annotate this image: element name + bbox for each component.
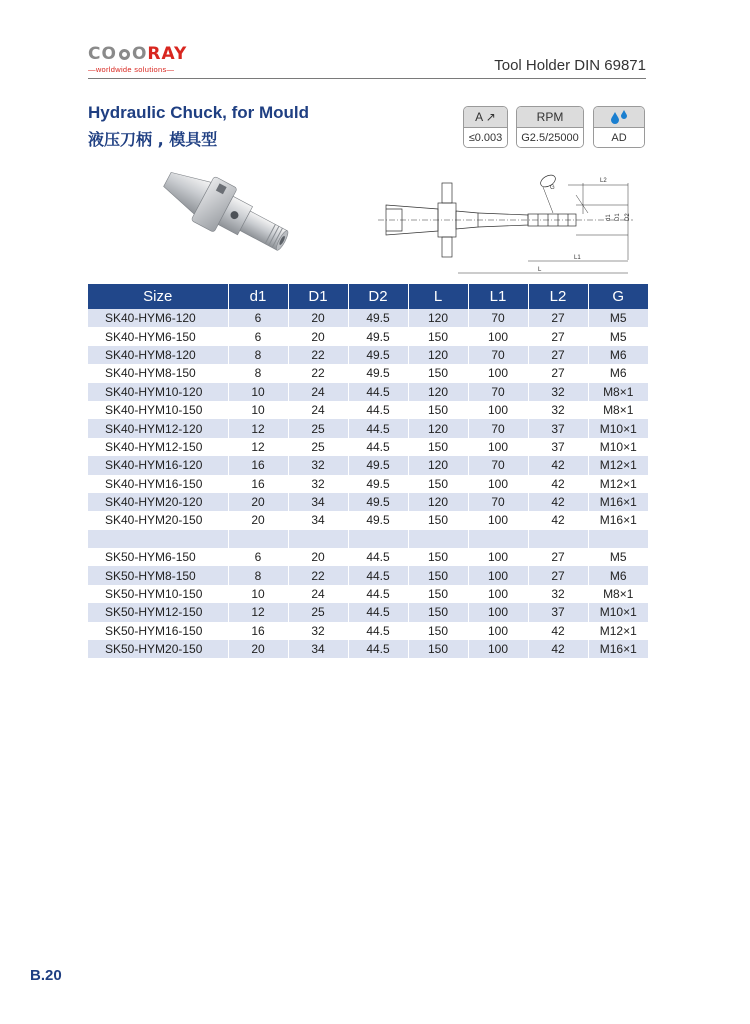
table-cell: 100 (468, 548, 528, 566)
table-cell: 6 (228, 327, 288, 345)
col-header-L: L (408, 284, 468, 309)
table-cell: 10 (228, 585, 288, 603)
table-cell: 120 (408, 383, 468, 401)
table-cell: 44.5 (348, 438, 408, 456)
table-cell: M6 (588, 566, 648, 584)
table-cell: SK40-HYM12-150 (105, 439, 203, 454)
table-cell: 120 (408, 346, 468, 364)
spec-rpm-value: G2.5/25000 (517, 127, 583, 147)
table-row (88, 327, 648, 345)
table-row (88, 475, 648, 493)
table-cell: SK40-HYM20-150 (105, 513, 203, 528)
spec-runout-label: A ↗ (464, 107, 507, 127)
table-cell: 32 (528, 585, 588, 603)
table-cell: 150 (408, 622, 468, 640)
brand-logo (88, 44, 200, 74)
table-cell: 100 (468, 327, 528, 345)
table-cell: 24 (288, 585, 348, 603)
table-cell: 12 (228, 438, 288, 456)
table-cell: 27 (528, 309, 588, 327)
table-spacer-row (88, 530, 648, 548)
table-cell: 16 (228, 456, 288, 474)
table-cell: M12×1 (588, 475, 648, 493)
table-cell: M10×1 (588, 419, 648, 437)
table-cell: 150 (408, 401, 468, 419)
table-cell: 20 (288, 309, 348, 327)
table-cell: 42 (528, 475, 588, 493)
table-cell: 49.5 (348, 309, 408, 327)
col-header-L2: L2 (528, 284, 588, 309)
table-cell: 44.5 (348, 566, 408, 584)
col-header-L1: L1 (468, 284, 528, 309)
table-cell: M16×1 (588, 511, 648, 529)
table-row (88, 622, 648, 640)
table-cell: 42 (528, 640, 588, 658)
table-cell (348, 530, 408, 548)
table-cell: 42 (528, 456, 588, 474)
table-header-row (88, 284, 648, 309)
table-cell (588, 530, 648, 548)
table-row (88, 640, 648, 658)
table-cell: M8×1 (588, 401, 648, 419)
table-cell (288, 530, 348, 548)
table-cell: 150 (408, 438, 468, 456)
table-cell: 120 (408, 456, 468, 474)
table-cell: 44.5 (348, 401, 408, 419)
col-header-d1: d1 (228, 284, 288, 309)
table-cell: 22 (288, 364, 348, 382)
table-cell: M16×1 (588, 640, 648, 658)
table-cell: 150 (408, 603, 468, 621)
table-row (88, 548, 648, 566)
table-cell: 27 (528, 364, 588, 382)
table-cell: 70 (468, 383, 528, 401)
table-cell: 44.5 (348, 640, 408, 658)
page-header-title: Tool Holder DIN 69871 (494, 57, 646, 74)
spec-runout-value: ≤0.003 (464, 127, 507, 147)
table-cell: 22 (288, 346, 348, 364)
table-cell: 100 (468, 401, 528, 419)
table-cell: 100 (468, 566, 528, 584)
spec-rpm (516, 106, 584, 148)
table-cell: 27 (528, 566, 588, 584)
table-cell: 100 (468, 622, 528, 640)
table-cell: 27 (528, 346, 588, 364)
table-cell: SK40-HYM6-120 (88, 309, 228, 327)
table-cell: 49.5 (348, 493, 408, 511)
table-cell: 32 (288, 475, 348, 493)
table-cell: 22 (288, 566, 348, 584)
table-cell: M8×1 (588, 383, 648, 401)
table-cell: 49.5 (348, 327, 408, 345)
table-cell: 37 (528, 419, 588, 437)
table-cell: SK50-HYM16-150 (105, 623, 203, 638)
table-cell: 44.5 (348, 548, 408, 566)
table-body (88, 309, 648, 658)
table-cell: 20 (288, 327, 348, 345)
table-cell: M6 (588, 346, 648, 364)
dimension-table (88, 284, 648, 658)
table-cell: 16 (228, 475, 288, 493)
table-cell: 100 (468, 475, 528, 493)
table-cell: SK50-HYM6-150 (105, 550, 196, 565)
table-cell: 34 (288, 511, 348, 529)
table-cell: 49.5 (348, 475, 408, 493)
col-header-size: Size (88, 284, 228, 309)
spec-coolant (593, 106, 645, 148)
table-cell: SK40-HYM12-120 (88, 419, 228, 437)
col-header-D2: D2 (348, 284, 408, 309)
table-cell: 34 (288, 640, 348, 658)
drawing-label-g: G (550, 185, 555, 191)
table-cell: 100 (468, 511, 528, 529)
table-row (88, 401, 648, 419)
table-cell: SK50-HYM10-150 (105, 587, 203, 602)
table-row (88, 456, 648, 474)
table-cell: 20 (228, 511, 288, 529)
table-cell: 44.5 (348, 383, 408, 401)
table-cell: 100 (468, 603, 528, 621)
table-cell: 44.5 (348, 603, 408, 621)
table-cell: M5 (588, 548, 648, 566)
table-cell: 49.5 (348, 346, 408, 364)
brand-tagline: —worldwide solutions— (88, 65, 175, 74)
drawing-label-l: L (538, 267, 542, 273)
table-cell: 16 (228, 622, 288, 640)
table-cell: 70 (468, 346, 528, 364)
table-cell: 42 (528, 622, 588, 640)
table-row (88, 309, 648, 327)
table-cell: M5 (588, 327, 648, 345)
table-row (88, 346, 648, 364)
table-cell: 70 (468, 419, 528, 437)
table-cell: 32 (288, 622, 348, 640)
table-cell: 100 (468, 438, 528, 456)
table-cell: SK40-HYM8-120 (88, 346, 228, 364)
table-cell: SK40-HYM10-120 (88, 383, 228, 401)
table-cell: 100 (468, 585, 528, 603)
table-cell: M10×1 (588, 603, 648, 621)
table-cell: SK50-HYM8-150 (88, 566, 228, 584)
coolant-drops-icon (594, 107, 644, 127)
col-header-G: G (588, 284, 648, 309)
table-cell: SK40-HYM16-150 (105, 476, 203, 491)
drawing-label-l2: L2 (600, 178, 607, 184)
table-cell: M6 (588, 364, 648, 382)
table-row (88, 438, 648, 456)
table-cell (228, 530, 288, 548)
table-cell: SK40-HYM10-150 (105, 403, 203, 418)
table-cell: 8 (228, 364, 288, 382)
table-cell: 12 (228, 419, 288, 437)
table-cell: 70 (468, 493, 528, 511)
table-cell: 24 (288, 383, 348, 401)
table-cell: 25 (288, 438, 348, 456)
table-cell: 44.5 (348, 622, 408, 640)
table-cell: 150 (408, 566, 468, 584)
table-row (88, 511, 648, 529)
table-cell: 37 (528, 438, 588, 456)
spec-runout (463, 106, 508, 148)
table-cell: 150 (408, 364, 468, 382)
table-cell: 27 (528, 327, 588, 345)
table-cell: 27 (528, 548, 588, 566)
table-cell: 8 (228, 566, 288, 584)
table-cell: 42 (528, 511, 588, 529)
product-photo (150, 155, 310, 275)
table-cell: 120 (408, 493, 468, 511)
table-row (88, 383, 648, 401)
technical-drawing (378, 165, 643, 277)
table-cell: 12 (228, 603, 288, 621)
table-cell (88, 530, 228, 548)
table-cell: 25 (288, 419, 348, 437)
table-cell: 6 (228, 309, 288, 327)
table-cell: SK40-HYM6-150 (105, 329, 196, 344)
table-cell: 49.5 (348, 364, 408, 382)
table-cell: 150 (408, 585, 468, 603)
table-cell: 32 (528, 383, 588, 401)
table-cell: 20 (228, 493, 288, 511)
table-cell: 150 (408, 640, 468, 658)
col-header-D1: D1 (288, 284, 348, 309)
table-row (88, 566, 648, 584)
spec-rpm-label: RPM (517, 107, 583, 127)
drawing-label-l1: L1 (574, 255, 581, 261)
header-divider (88, 78, 646, 79)
table-cell: 100 (468, 364, 528, 382)
table-cell: 70 (468, 456, 528, 474)
table-cell: 32 (288, 456, 348, 474)
drawing-label-d2: D2 (625, 213, 631, 221)
table-cell: 49.5 (348, 456, 408, 474)
product-title-cn: 液压刀柄 , 模具型 (88, 130, 218, 149)
table-cell: 120 (408, 309, 468, 327)
table-cell: 42 (528, 493, 588, 511)
table-cell: 150 (408, 327, 468, 345)
table-cell: 150 (408, 511, 468, 529)
table-cell: 150 (408, 475, 468, 493)
table-cell: 44.5 (348, 419, 408, 437)
brand-name-mid: O (131, 44, 148, 64)
table-cell: SK50-HYM12-150 (88, 603, 228, 621)
table-cell: M5 (588, 309, 648, 327)
table-row (88, 585, 648, 603)
table-cell: 37 (528, 603, 588, 621)
table-cell: SK40-HYM16-120 (88, 456, 228, 474)
table-cell: 25 (288, 603, 348, 621)
table-cell: M12×1 (588, 456, 648, 474)
table-cell: 20 (288, 548, 348, 566)
table-cell (528, 530, 588, 548)
table-cell: 6 (228, 548, 288, 566)
table-row (88, 493, 648, 511)
table-cell: 32 (528, 401, 588, 419)
table-cell: 24 (288, 401, 348, 419)
brand-name-gray: CO (88, 44, 117, 64)
table-cell: SK50-HYM20-150 (88, 640, 228, 658)
table-row (88, 603, 648, 621)
table-row (88, 419, 648, 437)
table-cell: M8×1 (588, 585, 648, 603)
table-cell: M10×1 (588, 438, 648, 456)
table-cell: 8 (228, 346, 288, 364)
page-number: B.20 (30, 967, 62, 984)
table-cell (408, 530, 468, 548)
table-cell: 20 (228, 640, 288, 658)
table-cell: 150 (408, 548, 468, 566)
table-cell: SK40-HYM8-150 (105, 366, 196, 381)
brand-name-red: RAY (147, 44, 188, 64)
table-cell: SK40-HYM20-120 (88, 493, 228, 511)
table-row (88, 364, 648, 382)
table-cell: 120 (408, 419, 468, 437)
table-cell: 44.5 (348, 585, 408, 603)
table-cell: M16×1 (588, 493, 648, 511)
table-cell: 49.5 (348, 511, 408, 529)
brand-rings-icon (118, 49, 131, 60)
spec-coolant-value: AD (594, 127, 644, 147)
table-cell: M12×1 (588, 622, 648, 640)
drawing-label-d1-upper: D1 (615, 213, 621, 221)
drawing-label-d1: d1 (606, 214, 612, 221)
table-cell: 10 (228, 383, 288, 401)
table-cell (468, 530, 528, 548)
table-cell: 10 (228, 401, 288, 419)
product-title-en: Hydraulic Chuck, for Mould (88, 103, 310, 122)
table-cell: 100 (468, 640, 528, 658)
brand-wordmark (88, 44, 200, 64)
table-cell: 34 (288, 493, 348, 511)
table-cell: 70 (468, 309, 528, 327)
